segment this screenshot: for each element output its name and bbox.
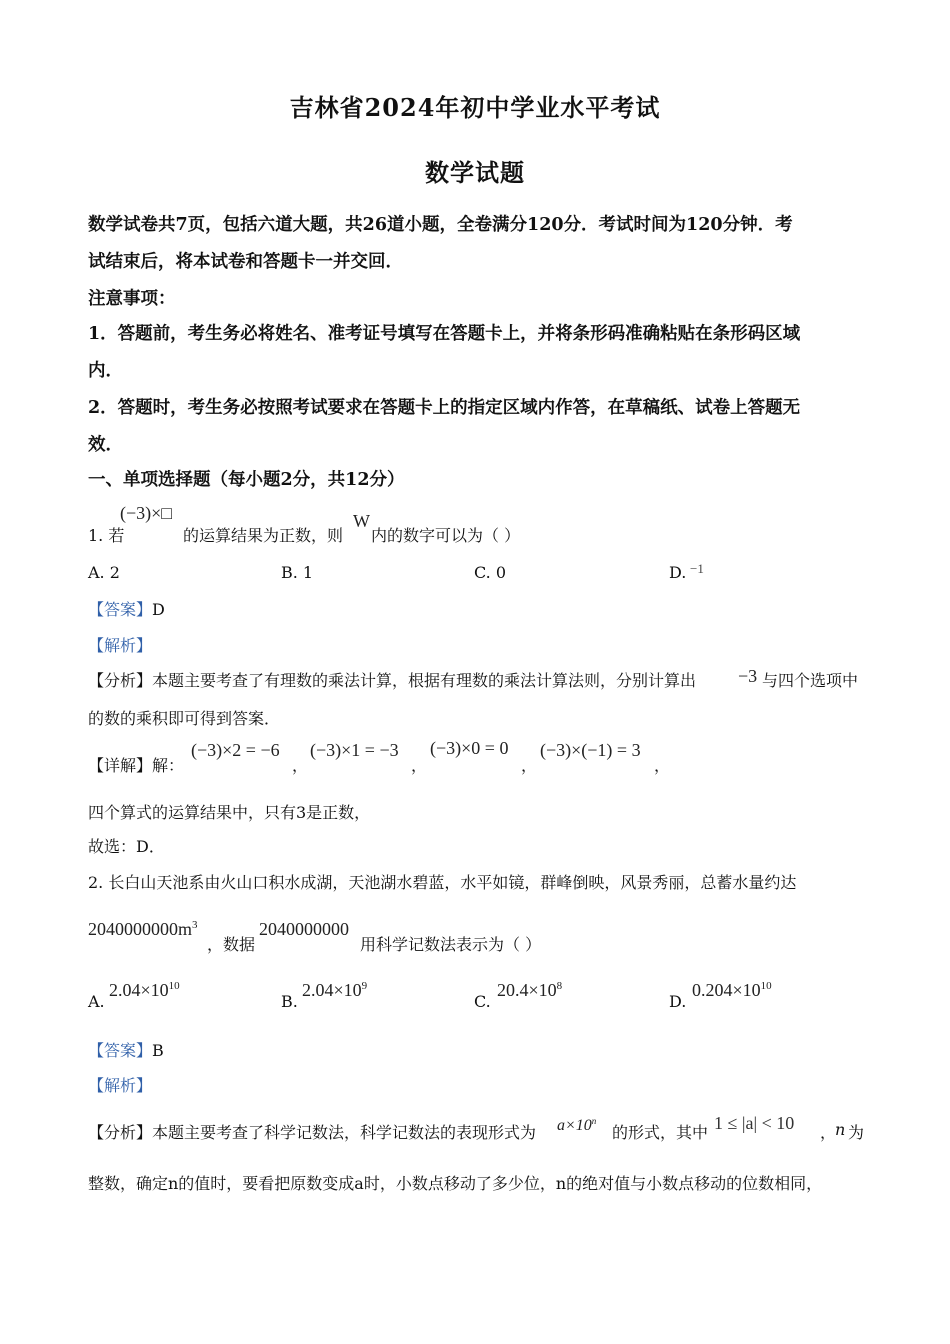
- section-1-heading: 一、单项选择题（每小题2分，共12分）: [88, 470, 405, 490]
- q1-detail-tag: 【详解】: [88, 756, 153, 775]
- q2-option-c-exp: 8: [556, 980, 563, 992]
- q1-expression: (−3)×□: [120, 503, 173, 523]
- q2-option-a-label: A.: [88, 992, 105, 1011]
- notes-title: 注意事项：: [88, 289, 176, 309]
- q2-option-d-label: D.: [669, 992, 687, 1011]
- q2-option-a-base: 2.04×10: [109, 980, 169, 1000]
- q2-option-c-label: C.: [474, 992, 491, 1011]
- q1-option-c: C. 0: [474, 563, 507, 582]
- q1-analysis-tag: 【解析】: [88, 636, 153, 655]
- q2-value-m3-exponent: 3: [192, 919, 198, 931]
- q1-fenxi-text-b: 与四个选项中: [762, 671, 859, 690]
- q1-detail-prefix: 解：: [152, 756, 185, 775]
- q1-answer-tag: 【答案】: [88, 600, 153, 619]
- q1-equation-1: (−3)×2 = −6: [191, 740, 280, 760]
- q1-separator-3: ，: [521, 756, 538, 775]
- q1-separator-1: ，: [292, 756, 309, 775]
- q2-fenxi-text-a: 本题主要考查了科学记数法，科学记数法的表现形式为: [152, 1123, 537, 1142]
- q1-prefix: 1. 若: [88, 526, 125, 545]
- q2-value-m3: 2040000000m: [88, 919, 193, 939]
- note-1-line-2: 内．: [88, 361, 123, 381]
- q2-option-b-exp: 9: [361, 980, 368, 992]
- q2-fenxi-text-d: 为: [848, 1123, 865, 1142]
- q2-value: 2040000000: [259, 919, 349, 939]
- q1-answer: D: [152, 600, 165, 619]
- q2-option-b-label: B.: [281, 992, 298, 1011]
- q1-result-line: 四个算式的运算结果中，只有3是正数，: [88, 803, 371, 822]
- q1-symbol: W: [353, 511, 370, 531]
- q1-equation-3: (−3)×0 = 0: [430, 738, 509, 758]
- q1-option-d-value: −1: [690, 561, 704, 576]
- q2-option-d-base: 0.204×10: [692, 980, 761, 1000]
- q1-suffix: 内的数字可以为（ ）: [371, 526, 521, 545]
- q1-fenxi-tag: 【分析】: [88, 671, 153, 690]
- q1-separator-2: ，: [411, 756, 428, 775]
- q2-mid-text: ，数据: [207, 935, 256, 954]
- note-2-line-2: 效．: [88, 435, 123, 455]
- q1-separator-4: ，: [654, 756, 671, 775]
- q1-fenxi-line-2: 的数的乘积即可得到答案．: [88, 709, 281, 728]
- q1-fenxi-text-a: 本题主要考查了有理数的乘法计算，根据有理数的乘法计算法则，分别计算出: [152, 671, 697, 690]
- q2-option-a-exp: 10: [168, 980, 180, 992]
- q1-option-d: D.: [669, 563, 687, 582]
- q2-fenxi-tag: 【分析】: [88, 1123, 153, 1142]
- q1-equation-2: (−3)×1 = −3: [310, 740, 399, 760]
- exam-title: 吉林省2024年初中学业水平考试: [289, 93, 661, 122]
- q1-option-a: A. 2: [88, 563, 120, 582]
- q2-option-c-base: 20.4×10: [497, 980, 557, 1000]
- q2-option-b-base: 2.04×10: [302, 980, 362, 1000]
- intro-line-1: 数学试卷共7页，包括六道大题，共26道小题，全卷满分120分．考试时间为120分钟．考: [88, 215, 793, 235]
- q2-range: 1 ≤ |a| < 10: [714, 1113, 795, 1133]
- q1-mid-text: 的运算结果为正数，则: [183, 526, 344, 545]
- q2-answer-tag: 【答案】: [88, 1041, 153, 1060]
- q2-analysis-tag: 【解析】: [88, 1076, 153, 1095]
- q1-equation-4: (−3)×(−1) = 3: [540, 740, 641, 760]
- q2-form-base: a×10: [557, 1117, 592, 1134]
- q1-option-b: B. 1: [281, 563, 314, 582]
- q2-fenxi-line-2: 整数，确定n的值时，要看把原数变成a时，小数点移动了多少位，n的绝对值与小数点移动的位数相同，: [88, 1174, 823, 1193]
- q2-stem-line-1: 2. 长白山天池系由火山口积水成湖，天池湖水碧蓝，水平如镜，群峰倒映，风景秀丽，总蓄水量约达: [88, 873, 797, 892]
- q2-answer: B: [152, 1041, 164, 1060]
- note-1-line-1: 1．答题前，考生务必将姓名、准考证号填写在答题卡上，并将条形码准确粘贴在条形码区域: [88, 324, 801, 344]
- intro-line-2: 试结束后，将本试卷和答题卡一并交回．: [88, 252, 403, 272]
- q2-fenxi-text-b: 的形式，其中: [612, 1123, 709, 1142]
- q1-fenxi-value: −3: [738, 666, 758, 686]
- q2-suffix: 用科学记数法表示为（ ）: [360, 935, 542, 954]
- q2-fenxi-text-c: ，: [820, 1123, 837, 1142]
- q2-fenxi-n: n: [835, 1120, 846, 1139]
- q1-choose-line: 故选：D．: [88, 837, 165, 856]
- q2-form-exp: n: [591, 1116, 597, 1126]
- q2-option-d-exp: 10: [760, 980, 772, 992]
- note-2-line-1: 2．答题时，考生务必按照考试要求在答题卡上的指定区域内作答，在草稿纸、试卷上答题无: [88, 398, 801, 418]
- exam-subtitle: 数学试题: [425, 158, 525, 187]
